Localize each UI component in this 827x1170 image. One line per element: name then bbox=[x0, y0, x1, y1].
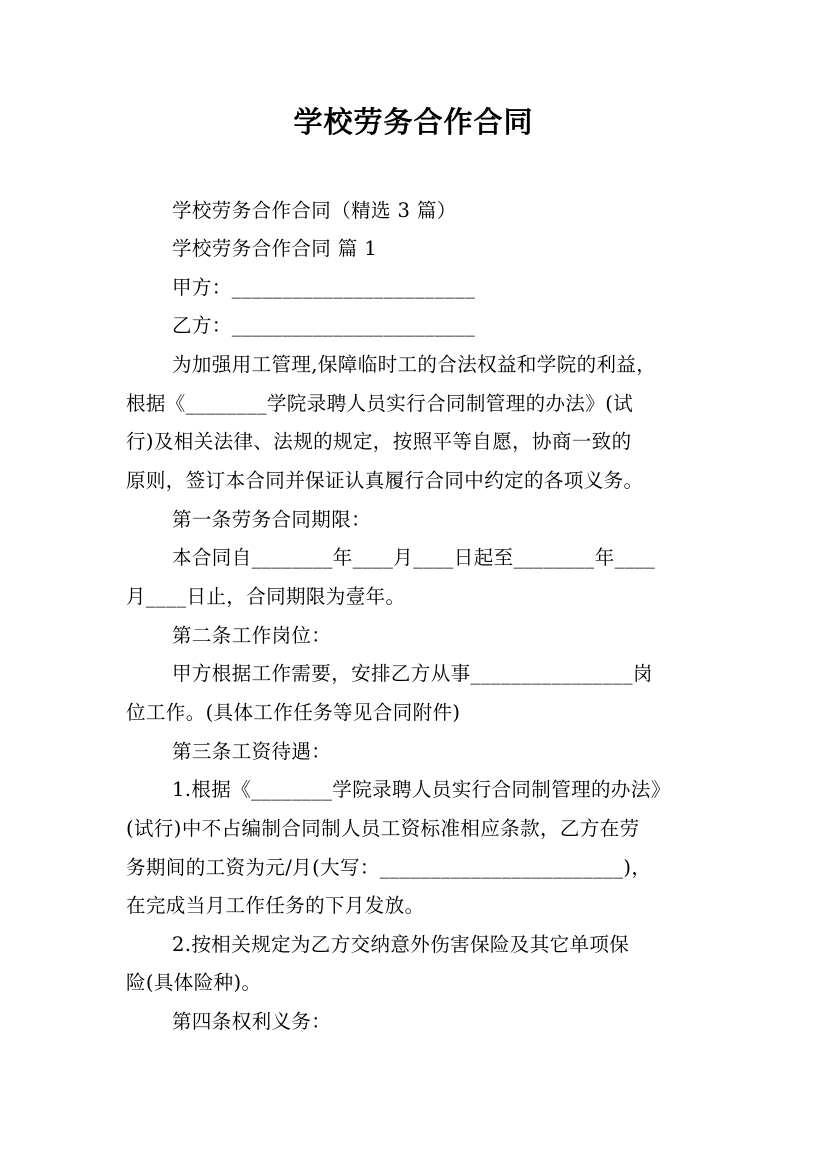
paragraph-line: 第二条工作岗位： bbox=[172, 624, 332, 647]
paragraph-line: 月____日止，合同期限为壹年。 bbox=[126, 585, 406, 608]
paragraph-line: 2.按相关规定为乙方交纳意外伤害保险及其它单项保 bbox=[172, 933, 630, 956]
paragraph-line: 乙方：________________________ bbox=[172, 314, 476, 337]
paragraph-line: 在完成当月工作任务的下月发放。 bbox=[126, 894, 425, 917]
paragraph-line: 1.根据《________学院录聘人员实行合同制管理的办法》 bbox=[172, 778, 671, 801]
paragraph-line: 为加强用工管理,保障临时工的合法权益和学院的利益， bbox=[172, 353, 657, 376]
paragraph-line: 行)及相关法律、法规的规定，按照平等自愿，协商一致的 bbox=[126, 430, 632, 453]
paragraph-line: 甲方根据工作需要，安排乙方从事________________岗 bbox=[172, 662, 653, 685]
paragraph-line: 第一条劳务合同期限： bbox=[172, 508, 372, 531]
paragraph-line: 险(具体险种)。 bbox=[126, 971, 262, 994]
document-title: 学校劳务合作合同 bbox=[293, 105, 534, 139]
paragraph-line: 本合同自________年____月____日起至________年____ bbox=[172, 546, 656, 569]
paragraph-line: 甲方：________________________ bbox=[172, 276, 476, 299]
paragraph-line: 第三条工资待遇： bbox=[172, 740, 332, 763]
paragraph-line: 学校劳务合作合同 篇 1 bbox=[172, 237, 378, 260]
paragraph-line: 原则，签订本合同并保证认真履行合同中约定的各项义务。 bbox=[126, 469, 644, 492]
paragraph-line: 学校劳务合作合同（精选 3 篇） bbox=[172, 199, 457, 222]
paragraph-line: 第四条权利义务： bbox=[172, 1010, 332, 1033]
paragraph-line: 根据《________学院录聘人员实行合同制管理的办法》(试 bbox=[126, 392, 634, 415]
paragraph-line: 务期间的工资为元/月(大写：________________________)， bbox=[126, 856, 652, 879]
paragraph-line: 位工作。(具体工作任务等见合同附件) bbox=[126, 701, 461, 724]
paragraph-line: (试行)中不占编制合同制人员工资标准相应条款，乙方在劳 bbox=[126, 817, 640, 840]
